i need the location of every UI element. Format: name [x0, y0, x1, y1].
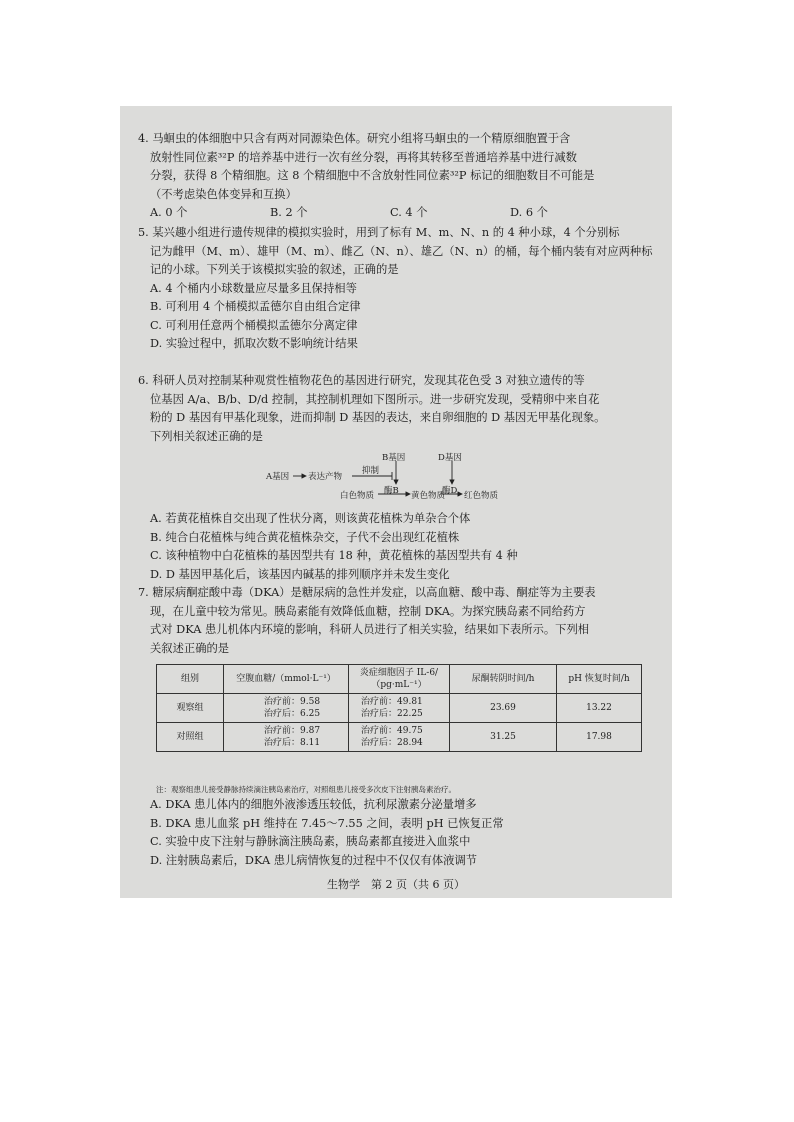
- q4-line: 4. 马蛔虫的体细胞中只含有两对同源染色体。研究小组将马蛔虫的一个精原细胞置于含: [138, 132, 571, 145]
- q4-option-d: D. 6 个: [510, 206, 548, 219]
- cell-il6-after: 治疗后：22.25: [361, 709, 423, 719]
- cell-glucose-after: 治疗后：8.11: [264, 738, 321, 748]
- table-row: [157, 723, 642, 752]
- q6-option-a: A. 若黄花植株自交出现了性状分离，则该黄花植株为单杂合个体: [150, 512, 471, 525]
- q5-line: 5. 某兴趣小组进行遗传规律的模拟实验时，用到了标有 M、m、N、n 的 4 种小球，4 个分别标: [138, 226, 620, 239]
- q5-option-a: A. 4 个桶内小球数量应尽量多且保持相等: [150, 281, 357, 295]
- label-white-substance: 白色物质: [340, 491, 375, 501]
- label-b-gene: B基因: [382, 453, 406, 463]
- q7-line: 现，在儿童中较为常见。胰岛素能有效降低血糖，控制 DKA。为探究胰岛素不同给药方: [150, 604, 586, 618]
- q4-option-b: B. 2 个: [270, 206, 308, 219]
- cell-il6-after: 治疗后：28.94: [361, 738, 423, 748]
- q4-line: （不考虑染色体变异和互换）: [150, 187, 297, 201]
- q5-option-d: D. 实验过程中，抓取次数不影响统计结果: [150, 337, 358, 350]
- cell-group: 观察组: [157, 694, 224, 723]
- q4-options: [138, 204, 658, 223]
- q7-option-c: C. 实验中皮下注射与静脉滴注胰岛素，胰岛素都直接进入血浆中: [150, 835, 471, 848]
- q5-line: 记的小球。下列关于该模拟实验的叙述，正确的是: [150, 263, 399, 276]
- cell-il6-before: 治疗前：49.81: [361, 697, 423, 707]
- table-note: 注：观察组患儿接受静脉持续滴注胰岛素治疗，对照组患儿接受多次皮下注射胰岛素治疗。: [156, 785, 456, 794]
- label-a-gene: A基因: [266, 472, 290, 482]
- q6-line: 粉的 D 基因有甲基化现象，进而抑制 D 基因的表达，来自卵细胞的 D 基因无甲基化现象。: [150, 411, 606, 424]
- label-inhibit: 抑制: [362, 466, 380, 476]
- q5-option-c: C. 可利用任意两个桶模拟孟德尔分离定律: [150, 318, 358, 332]
- q7-line: 7. 糖尿病酮症酸中毒（DKA）是糖尿病的急性并发症，以高血糖、酸中毒、酮症等为主要表: [138, 586, 596, 599]
- cell-ketone: 31.25: [450, 723, 557, 752]
- q6-option-d: D. D 基因甲基化后，该基因内碱基的排列顺序并未发生变化: [150, 567, 450, 581]
- question-6: [138, 372, 658, 446]
- cell-glucose-before: 治疗前：9.58: [264, 697, 321, 707]
- q4-line: 放射性同位素³²P 的培养基中进行一次有丝分裂，再将其转移至普通培养基中进行减数: [150, 150, 577, 164]
- q7-option-a: A. DKA 患儿体内的细胞外液渗透压较低，抗利尿激素分泌量增多: [150, 798, 477, 811]
- cell-glucose-after: 治疗后：6.25: [264, 709, 321, 719]
- dka-results-table: [156, 664, 642, 752]
- cell-glucose-before: 治疗前：9.87: [264, 726, 321, 736]
- q6-line: 位基因 A/a、B/b、D/d 控制，其控制机理如下图所示。进一步研究发现，受精卵中来自花: [150, 392, 600, 406]
- header-group: 组别: [157, 665, 224, 694]
- flower-color-pathway-diagram: [260, 451, 540, 511]
- q6-option-c: C. 该种植物中白花植株的基因型共有 18 种，黄花植株的基因型共有 4 种: [150, 549, 518, 562]
- cell-glucose: [224, 694, 349, 723]
- label-enzyme-d: 酶D: [442, 486, 458, 496]
- header-ketone-time: 尿酮转阴时间/h: [450, 665, 557, 694]
- cell-ph: 13.22: [557, 694, 642, 723]
- exam-page: [120, 106, 672, 898]
- label-d-gene: D基因: [438, 453, 462, 463]
- label-expression-product: 表达产物: [308, 472, 343, 482]
- q5-line: 记为雌甲（M、m）、雄甲（M、m）、雌乙（N、n）、雄乙（N、n）的桶，每个桶内装有对应两种标: [150, 244, 653, 258]
- q5-option-b: B. 可利用 4 个桶模拟孟德尔自由组合定律: [150, 300, 361, 313]
- header-il6: [349, 665, 450, 694]
- cell-group: 对照组: [157, 723, 224, 752]
- table-header-row: [157, 665, 642, 694]
- q4-option-c: C. 4 个: [390, 206, 428, 219]
- cell-glucose: [224, 723, 349, 752]
- question-7-options: [138, 796, 658, 870]
- q7-option-d: D. 注射胰岛素后，DKA 患儿病情恢复的过程中不仅仅有体液调节: [150, 853, 478, 867]
- question-5: [138, 224, 658, 354]
- header-fasting-glucose: 空腹血糖/（mmol·L⁻¹）: [224, 665, 349, 694]
- table-row: [157, 694, 642, 723]
- header-il6-line1: 炎症细胞因子 IL-6/: [359, 668, 439, 678]
- cell-il6: [349, 723, 450, 752]
- page-footer: 生物学 第 2 页（共 6 页）: [327, 878, 465, 891]
- q4-line: 分裂，获得 8 个精细胞。这 8 个精细胞中不含放射性同位素³²P 标记的细胞数目不可能是: [150, 169, 595, 182]
- q6-line: 6. 科研人员对控制某种观赏性植物花色的基因进行研究，发现其花色受 3 对独立遗传的等: [138, 374, 585, 387]
- cell-ketone: 23.69: [450, 694, 557, 723]
- q7-line: 式对 DKA 患儿机体内环境的影响，科研人员进行了相关实验，结果如下表所示。下列相: [150, 623, 590, 636]
- header-il6-line2: （pg·mL⁻¹）: [371, 680, 427, 690]
- cell-il6: [349, 694, 450, 723]
- cell-il6-before: 治疗前：49.75: [361, 726, 423, 736]
- cell-ph: 17.98: [557, 723, 642, 752]
- q7-line: 关叙述正确的是: [150, 641, 230, 655]
- q7-option-b: B. DKA 患儿血浆 pH 维持在 7.45～7.55 之间，表明 pH 已恢复正常: [150, 816, 504, 830]
- header-ph-time: pH 恢复时间/h: [557, 665, 642, 694]
- label-yellow-substance: 黄色物质: [411, 491, 446, 501]
- label-enzyme-b: 酶B: [384, 486, 399, 496]
- question-6-options: [138, 510, 658, 584]
- question-7: [138, 584, 658, 658]
- q6-line: 下列相关叙述正确的是: [150, 429, 263, 443]
- q6-option-b: B. 纯合白花植株与纯合黄花植株杂交，子代不会出现红花植株: [150, 530, 460, 544]
- label-red-substance: 红色物质: [464, 491, 499, 501]
- q4-option-a: A. 0 个: [150, 206, 188, 219]
- question-4: [138, 130, 658, 223]
